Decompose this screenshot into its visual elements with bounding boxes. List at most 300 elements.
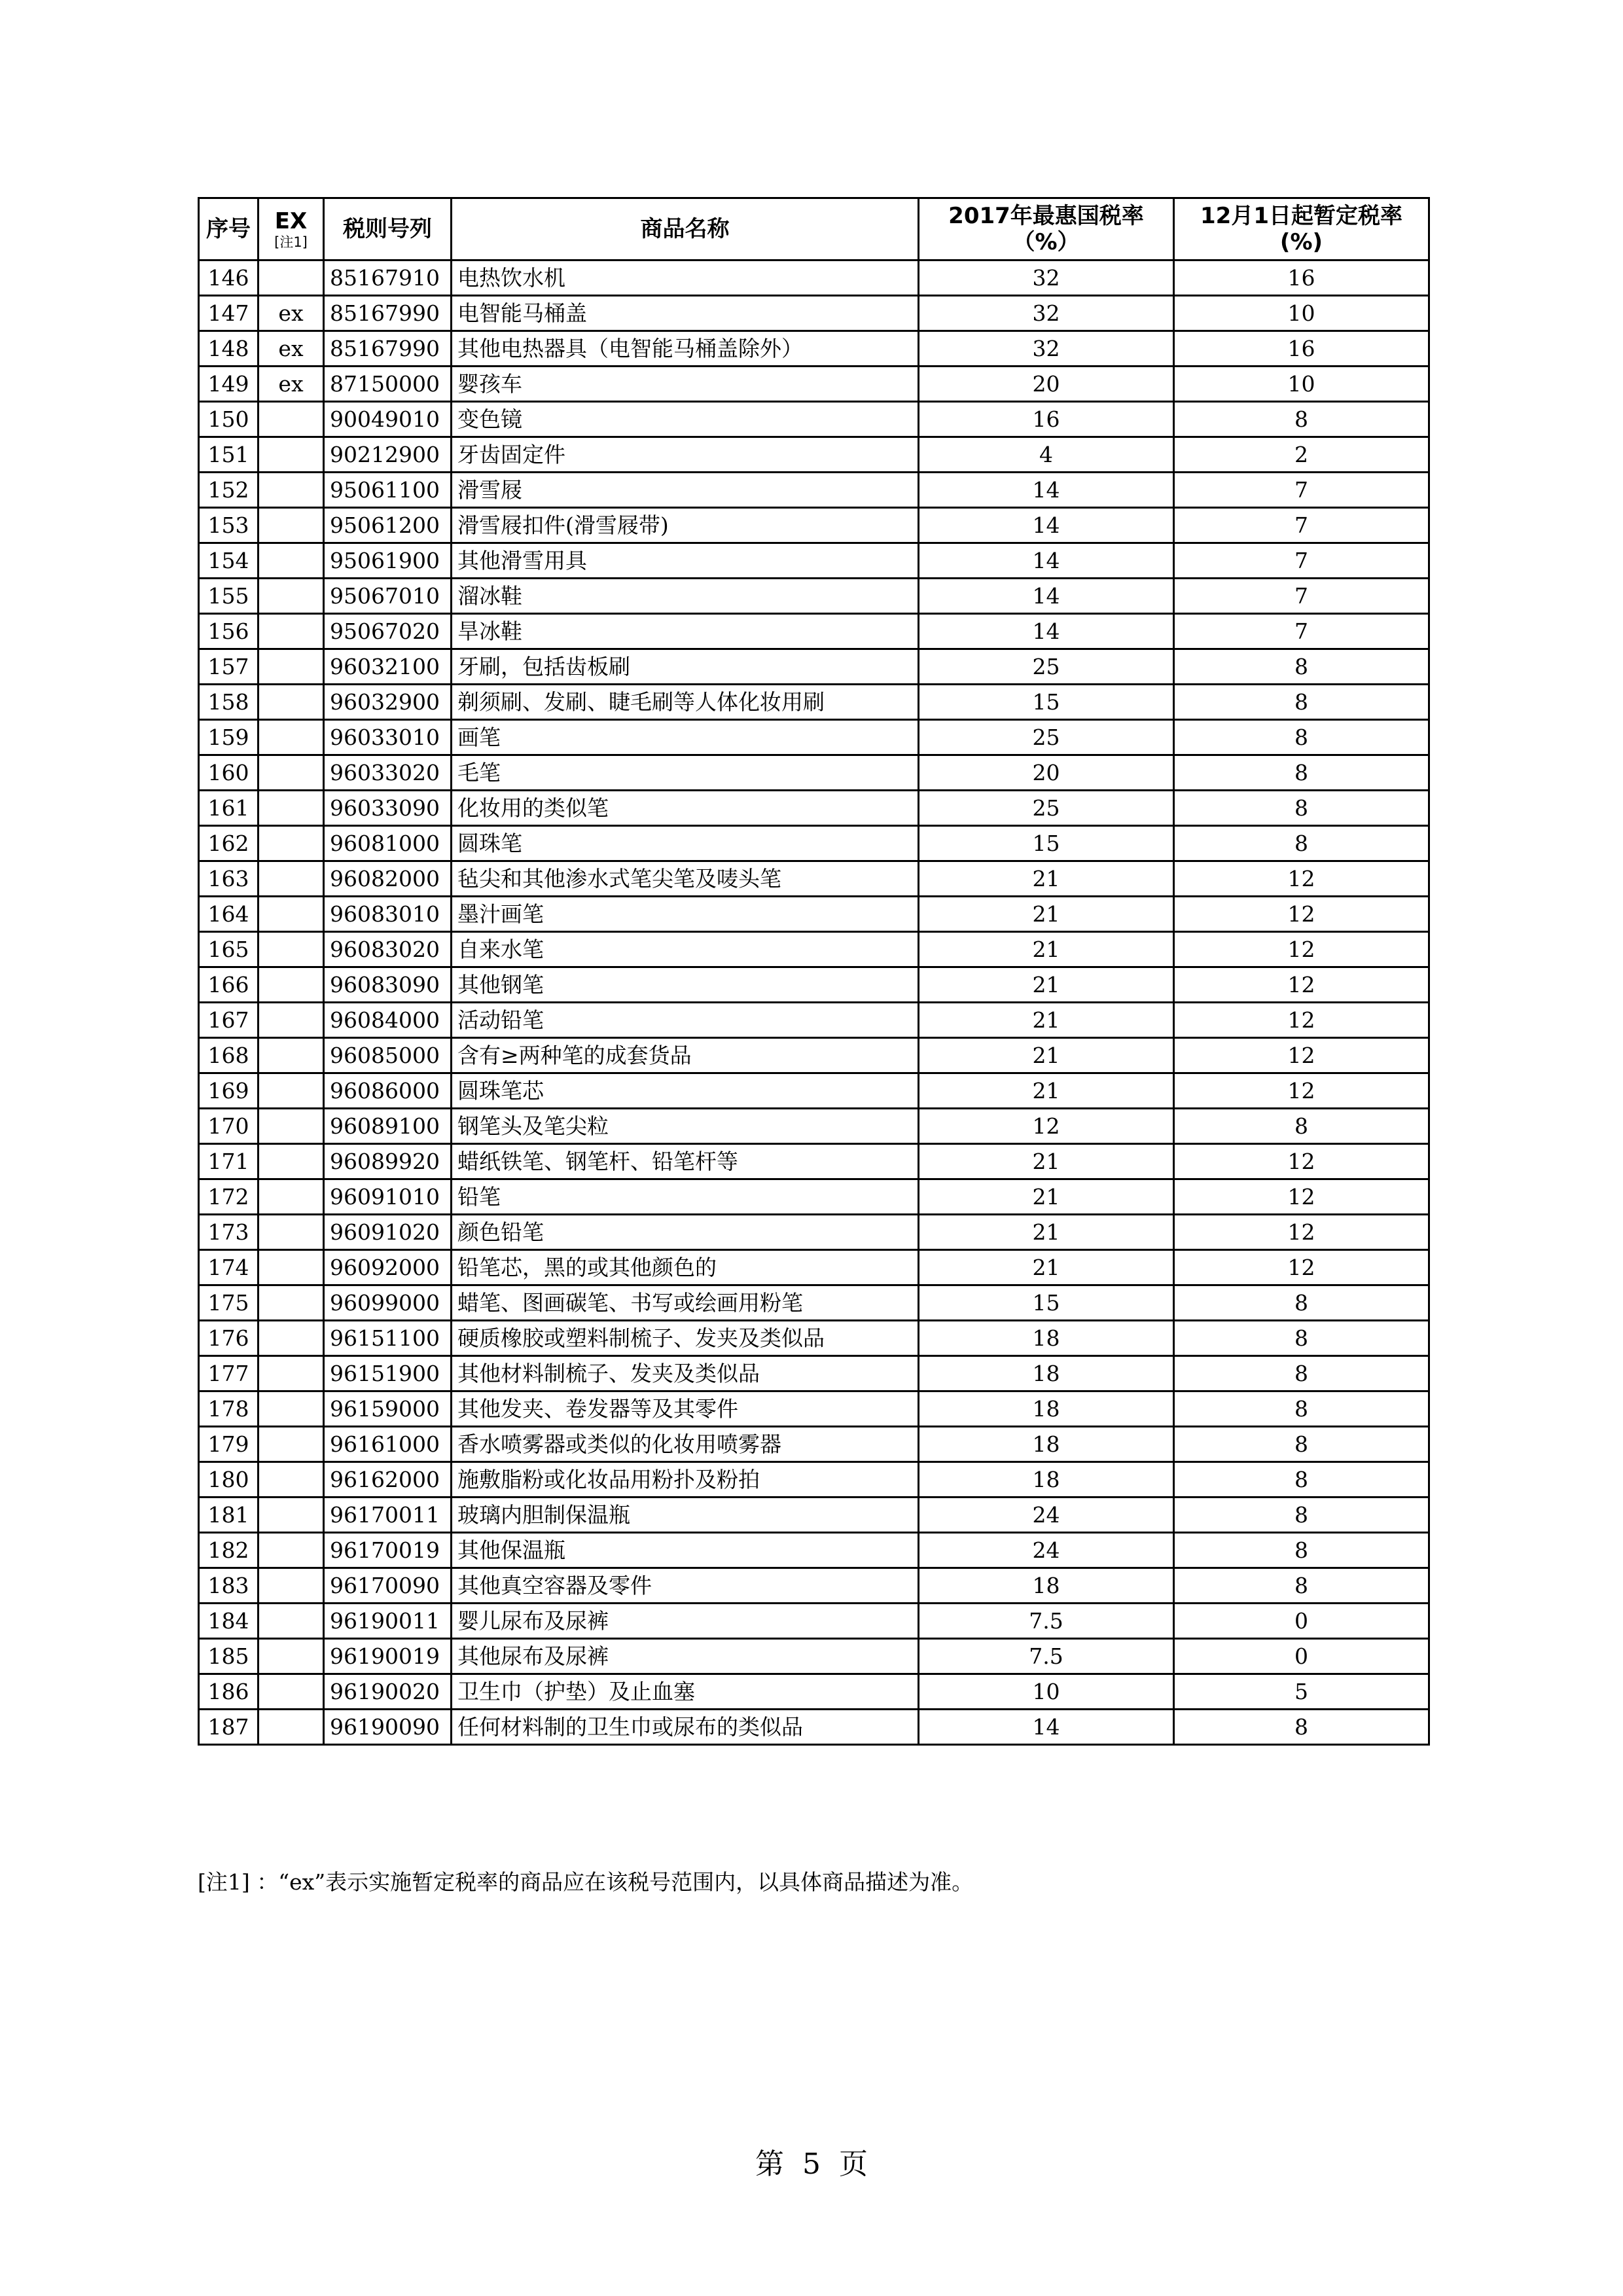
cell-interim-rate: 8 [1174,1462,1429,1498]
cell-ex [259,861,324,897]
table-row [199,1321,1429,1356]
cell-product-name: 旱冰鞋 [452,614,919,649]
cell-interim-rate: 16 [1174,331,1429,367]
cell-ex [259,1462,324,1498]
cell-product-name: 墨汁画笔 [452,897,919,932]
cell-interim-rate: 8 [1174,720,1429,755]
cell-tariff-code: 96161000 [324,1427,452,1462]
cell-product-name: 化妆用的类似笔 [452,791,919,826]
table-row [199,331,1429,367]
cell-seq: 165 [199,932,259,967]
cell-ex [259,1391,324,1427]
cell-product-name: 圆珠笔芯 [452,1073,919,1109]
cell-seq: 149 [199,367,259,402]
table-row [199,1427,1429,1462]
cell-ex [259,1533,324,1568]
cell-interim-rate: 12 [1174,1073,1429,1109]
cell-interim-rate: 10 [1174,367,1429,402]
cell-interim-rate: 8 [1174,649,1429,685]
cell-mfn-rate: 18 [919,1568,1174,1604]
cell-interim-rate: 12 [1174,967,1429,1003]
header-name: 商品名称 [452,198,919,260]
cell-tariff-code: 96033010 [324,720,452,755]
cell-mfn-rate: 32 [919,260,1174,296]
cell-tariff-code: 95061900 [324,543,452,579]
cell-ex [259,967,324,1003]
cell-product-name: 卫生巾（护垫）及止血塞 [452,1674,919,1710]
cell-product-name: 电热饮水机 [452,260,919,296]
cell-ex [259,1568,324,1604]
cell-mfn-rate: 12 [919,1109,1174,1144]
cell-product-name: 铅笔 [452,1179,919,1215]
cell-ex [259,437,324,473]
cell-ex [259,260,324,296]
cell-product-name: 圆珠笔 [452,826,919,861]
cell-seq: 164 [199,897,259,932]
header-mfn-rate-unit: （%） [1012,229,1080,255]
cell-interim-rate: 8 [1174,826,1429,861]
cell-tariff-code: 85167910 [324,260,452,296]
cell-product-name: 婴孩车 [452,367,919,402]
cell-ex [259,685,324,720]
cell-interim-rate: 16 [1174,260,1429,296]
table-row [199,826,1429,861]
table-row [199,1003,1429,1038]
cell-mfn-rate: 16 [919,402,1174,437]
cell-mfn-rate: 21 [919,967,1174,1003]
table-row [199,1498,1429,1533]
table-body [199,260,1429,1745]
cell-mfn-rate: 20 [919,755,1174,791]
cell-product-name: 活动铅笔 [452,1003,919,1038]
cell-tariff-code: 96089920 [324,1144,452,1179]
cell-ex [259,1710,324,1745]
cell-product-name: 牙齿固定件 [452,437,919,473]
cell-ex [259,1109,324,1144]
table-row [199,791,1429,826]
cell-tariff-code: 90212900 [324,437,452,473]
cell-interim-rate: 8 [1174,1356,1429,1391]
cell-ex [259,649,324,685]
cell-tariff-code: 96082000 [324,861,452,897]
cell-ex [259,1179,324,1215]
table-row [199,402,1429,437]
cell-ex [259,508,324,543]
table-row [199,367,1429,402]
table-row [199,296,1429,331]
cell-mfn-rate: 25 [919,791,1174,826]
cell-seq: 181 [199,1498,259,1533]
cell-ex [259,720,324,755]
cell-seq: 172 [199,1179,259,1215]
cell-seq: 148 [199,331,259,367]
cell-tariff-code: 87150000 [324,367,452,402]
cell-tariff-code: 96083010 [324,897,452,932]
cell-product-name: 自来水笔 [452,932,919,967]
page-number: 第 5 页 [755,2147,868,2181]
cell-ex [259,755,324,791]
cell-tariff-code: 96083020 [324,932,452,967]
cell-ex: ex [259,367,324,402]
table-row [199,579,1429,614]
table-row [199,861,1429,897]
cell-mfn-rate: 18 [919,1356,1174,1391]
header-interim-rate-unit: (%) [1279,229,1323,255]
cell-interim-rate: 8 [1174,1533,1429,1568]
cell-mfn-rate: 15 [919,826,1174,861]
cell-product-name: 毡尖和其他渗水式笔尖笔及唛头笔 [452,861,919,897]
table-row [199,1710,1429,1745]
table-row [199,1391,1429,1427]
cell-tariff-code: 96089100 [324,1109,452,1144]
cell-tariff-code: 96091010 [324,1179,452,1215]
cell-interim-rate: 12 [1174,1144,1429,1179]
cell-ex [259,1038,324,1073]
cell-tariff-code: 85167990 [324,296,452,331]
cell-tariff-code: 96081000 [324,826,452,861]
cell-interim-rate: 8 [1174,1498,1429,1533]
cell-mfn-rate: 4 [919,437,1174,473]
cell-mfn-rate: 21 [919,1250,1174,1285]
cell-product-name: 任何材料制的卫生巾或尿布的类似品 [452,1710,919,1745]
cell-mfn-rate: 21 [919,1038,1174,1073]
header-code: 税则号列 [324,198,452,260]
cell-mfn-rate: 18 [919,1391,1174,1427]
cell-interim-rate: 8 [1174,1391,1429,1427]
cell-mfn-rate: 21 [919,1179,1174,1215]
cell-ex [259,473,324,508]
cell-tariff-code: 96092000 [324,1250,452,1285]
cell-seq: 183 [199,1568,259,1604]
cell-tariff-code: 96086000 [324,1073,452,1109]
cell-tariff-code: 96084000 [324,1003,452,1038]
table-row [199,1356,1429,1391]
table-row [199,897,1429,932]
header-mfn-rate-label: 2017年最惠国税率 [948,203,1144,229]
table-header-row [199,198,1429,260]
cell-tariff-code: 85167990 [324,331,452,367]
cell-tariff-code: 96099000 [324,1285,452,1321]
cell-product-name: 其他滑雪用具 [452,543,919,579]
cell-product-name: 画笔 [452,720,919,755]
cell-interim-rate: 8 [1174,402,1429,437]
cell-interim-rate: 12 [1174,1038,1429,1073]
cell-tariff-code: 95061100 [324,473,452,508]
cell-ex [259,932,324,967]
cell-seq: 175 [199,1285,259,1321]
header-interim-rate-label: 12月1日起暂定税率 [1200,203,1402,229]
cell-tariff-code: 96170019 [324,1533,452,1568]
cell-product-name: 含有≥两种笔的成套货品 [452,1038,919,1073]
table-row [199,260,1429,296]
cell-mfn-rate: 21 [919,1215,1174,1250]
cell-seq: 152 [199,473,259,508]
cell-product-name: 变色镜 [452,402,919,437]
cell-mfn-rate: 24 [919,1533,1174,1568]
cell-product-name: 钢笔头及笔尖粒 [452,1109,919,1144]
cell-ex [259,1003,324,1038]
cell-seq: 151 [199,437,259,473]
cell-ex [259,1674,324,1710]
table-row [199,967,1429,1003]
cell-mfn-rate: 21 [919,1144,1174,1179]
cell-tariff-code: 96032100 [324,649,452,685]
cell-seq: 153 [199,508,259,543]
cell-interim-rate: 12 [1174,897,1429,932]
cell-ex [259,791,324,826]
cell-tariff-code: 96170090 [324,1568,452,1604]
cell-tariff-code: 96032900 [324,685,452,720]
cell-interim-rate: 12 [1174,1215,1429,1250]
cell-seq: 174 [199,1250,259,1285]
cell-interim-rate: 8 [1174,1321,1429,1356]
cell-interim-rate: 8 [1174,1427,1429,1462]
cell-ex [259,1285,324,1321]
header-ex-note: [注1] [274,234,308,250]
cell-mfn-rate: 14 [919,543,1174,579]
cell-product-name: 玻璃内胆制保温瓶 [452,1498,919,1533]
cell-seq: 147 [199,296,259,331]
table-row [199,1215,1429,1250]
cell-mfn-rate: 18 [919,1321,1174,1356]
cell-product-name: 硬质橡胶或塑料制梳子、发夹及类似品 [452,1321,919,1356]
cell-product-name: 蜡笔、图画碳笔、书写或绘画用粉笔 [452,1285,919,1321]
cell-mfn-rate: 24 [919,1498,1174,1533]
header-seq: 序号 [199,198,259,260]
cell-product-name: 其他保温瓶 [452,1533,919,1568]
cell-tariff-code: 96159000 [324,1391,452,1427]
cell-ex [259,1356,324,1391]
cell-interim-rate: 8 [1174,685,1429,720]
table-row [199,685,1429,720]
cell-product-name: 剃须刷、发刷、睫毛刷等人体化妆用刷 [452,685,919,720]
cell-mfn-rate: 21 [919,861,1174,897]
cell-mfn-rate: 15 [919,1285,1174,1321]
cell-seq: 186 [199,1674,259,1710]
cell-seq: 182 [199,1533,259,1568]
cell-ex [259,1604,324,1639]
cell-interim-rate: 12 [1174,1003,1429,1038]
cell-seq: 168 [199,1038,259,1073]
cell-tariff-code: 96091020 [324,1215,452,1250]
cell-interim-rate: 8 [1174,1710,1429,1745]
cell-seq: 157 [199,649,259,685]
cell-mfn-rate: 21 [919,932,1174,967]
cell-tariff-code: 96151900 [324,1356,452,1391]
cell-product-name: 其他电热器具（电智能马桶盖除外） [452,331,919,367]
cell-product-name: 施敷脂粉或化妆品用粉扑及粉拍 [452,1462,919,1498]
cell-product-name: 滑雪屐扣件(滑雪屐带) [452,508,919,543]
cell-ex: ex [259,331,324,367]
table-row [199,1568,1429,1604]
cell-product-name: 香水喷雾器或类似的化妆用喷雾器 [452,1427,919,1462]
cell-mfn-rate: 7.5 [919,1639,1174,1674]
table-row [199,543,1429,579]
table-row [199,1533,1429,1568]
cell-seq: 158 [199,685,259,720]
cell-mfn-rate: 14 [919,614,1174,649]
cell-seq: 169 [199,1073,259,1109]
cell-tariff-code: 96190020 [324,1674,452,1710]
table-row [199,1462,1429,1498]
cell-ex [259,1073,324,1109]
cell-tariff-code: 95067010 [324,579,452,614]
cell-tariff-code: 96190011 [324,1604,452,1639]
table-row [199,614,1429,649]
footnote: [注1] ：“ex”表示实施暂定税率的商品应在该税号范围内，以具体商品描述为准。 [198,1869,974,1895]
cell-ex [259,897,324,932]
cell-mfn-rate: 14 [919,473,1174,508]
cell-seq: 161 [199,791,259,826]
cell-interim-rate: 12 [1174,1250,1429,1285]
cell-seq: 177 [199,1356,259,1391]
cell-product-name: 牙刷，包括齿板刷 [452,649,919,685]
table-row [199,932,1429,967]
tariff-table [198,197,1430,1746]
cell-ex [259,1639,324,1674]
table-row [199,755,1429,791]
cell-interim-rate: 8 [1174,1109,1429,1144]
cell-product-name: 滑雪屐 [452,473,919,508]
cell-product-name: 溜冰鞋 [452,579,919,614]
cell-ex [259,614,324,649]
cell-seq: 156 [199,614,259,649]
table-row [199,1604,1429,1639]
cell-seq: 146 [199,260,259,296]
cell-seq: 185 [199,1639,259,1674]
cell-product-name: 铅笔芯，黑的或其他颜色的 [452,1250,919,1285]
cell-mfn-rate: 15 [919,685,1174,720]
cell-seq: 160 [199,755,259,791]
cell-ex [259,826,324,861]
cell-product-name: 婴儿尿布及尿裤 [452,1604,919,1639]
cell-product-name: 毛笔 [452,755,919,791]
cell-tariff-code: 96190090 [324,1710,452,1745]
cell-interim-rate: 8 [1174,1285,1429,1321]
cell-interim-rate: 12 [1174,932,1429,967]
table-row [199,1639,1429,1674]
cell-interim-rate: 8 [1174,1568,1429,1604]
cell-seq: 159 [199,720,259,755]
cell-mfn-rate: 25 [919,720,1174,755]
header-ex-label: EX [274,208,308,234]
cell-ex [259,1250,324,1285]
cell-product-name: 其他材料制梳子、发夹及类似品 [452,1356,919,1391]
cell-product-name: 其他真空容器及零件 [452,1568,919,1604]
cell-seq: 173 [199,1215,259,1250]
cell-interim-rate: 7 [1174,508,1429,543]
cell-product-name: 其他钢笔 [452,967,919,1003]
cell-mfn-rate: 32 [919,296,1174,331]
cell-tariff-code: 96033020 [324,755,452,791]
header-interim-rate [1174,198,1429,260]
cell-ex [259,543,324,579]
cell-ex: ex [259,296,324,331]
cell-mfn-rate: 21 [919,897,1174,932]
cell-tariff-code: 96190019 [324,1639,452,1674]
cell-interim-rate: 10 [1174,296,1429,331]
cell-seq: 176 [199,1321,259,1356]
cell-ex [259,1321,324,1356]
cell-seq: 154 [199,543,259,579]
cell-seq: 166 [199,967,259,1003]
cell-ex [259,1498,324,1533]
cell-product-name: 其他尿布及尿裤 [452,1639,919,1674]
cell-product-name: 其他发夹、卷发器等及其零件 [452,1391,919,1427]
cell-mfn-rate: 10 [919,1674,1174,1710]
cell-seq: 179 [199,1427,259,1462]
cell-seq: 155 [199,579,259,614]
cell-seq: 167 [199,1003,259,1038]
cell-seq: 171 [199,1144,259,1179]
table-row [199,1144,1429,1179]
cell-interim-rate: 7 [1174,473,1429,508]
cell-interim-rate: 7 [1174,614,1429,649]
table-row [199,1674,1429,1710]
header-mfn-rate [919,198,1174,260]
cell-mfn-rate: 18 [919,1427,1174,1462]
cell-ex [259,402,324,437]
table-row [199,1073,1429,1109]
cell-product-name: 电智能马桶盖 [452,296,919,331]
table-row [199,508,1429,543]
table-row [199,649,1429,685]
cell-seq: 184 [199,1604,259,1639]
cell-mfn-rate: 25 [919,649,1174,685]
cell-interim-rate: 7 [1174,579,1429,614]
table-row [199,1038,1429,1073]
cell-tariff-code: 96162000 [324,1462,452,1498]
cell-tariff-code: 96033090 [324,791,452,826]
cell-tariff-code: 96085000 [324,1038,452,1073]
cell-ex [259,579,324,614]
cell-interim-rate: 0 [1174,1604,1429,1639]
cell-tariff-code: 90049010 [324,402,452,437]
cell-interim-rate: 5 [1174,1674,1429,1710]
cell-seq: 180 [199,1462,259,1498]
cell-interim-rate: 0 [1174,1639,1429,1674]
table-row [199,437,1429,473]
cell-ex [259,1215,324,1250]
cell-mfn-rate: 21 [919,1073,1174,1109]
cell-ex [259,1427,324,1462]
table-row [199,1109,1429,1144]
table-row [199,720,1429,755]
table-row [199,1285,1429,1321]
cell-seq: 187 [199,1710,259,1745]
cell-seq: 170 [199,1109,259,1144]
cell-interim-rate: 12 [1174,861,1429,897]
cell-tariff-code: 95061200 [324,508,452,543]
cell-interim-rate: 8 [1174,791,1429,826]
header-ex [259,198,324,260]
cell-product-name: 颜色铅笔 [452,1215,919,1250]
cell-mfn-rate: 7.5 [919,1604,1174,1639]
cell-tariff-code: 96151100 [324,1321,452,1356]
cell-tariff-code: 95067020 [324,614,452,649]
cell-interim-rate: 12 [1174,1179,1429,1215]
cell-tariff-code: 96083090 [324,967,452,1003]
cell-interim-rate: 8 [1174,755,1429,791]
cell-mfn-rate: 20 [919,367,1174,402]
table-row [199,1179,1429,1215]
cell-tariff-code: 96170011 [324,1498,452,1533]
cell-mfn-rate: 21 [919,1003,1174,1038]
table-row [199,1250,1429,1285]
cell-mfn-rate: 14 [919,508,1174,543]
cell-interim-rate: 2 [1174,437,1429,473]
table-row [199,473,1429,508]
